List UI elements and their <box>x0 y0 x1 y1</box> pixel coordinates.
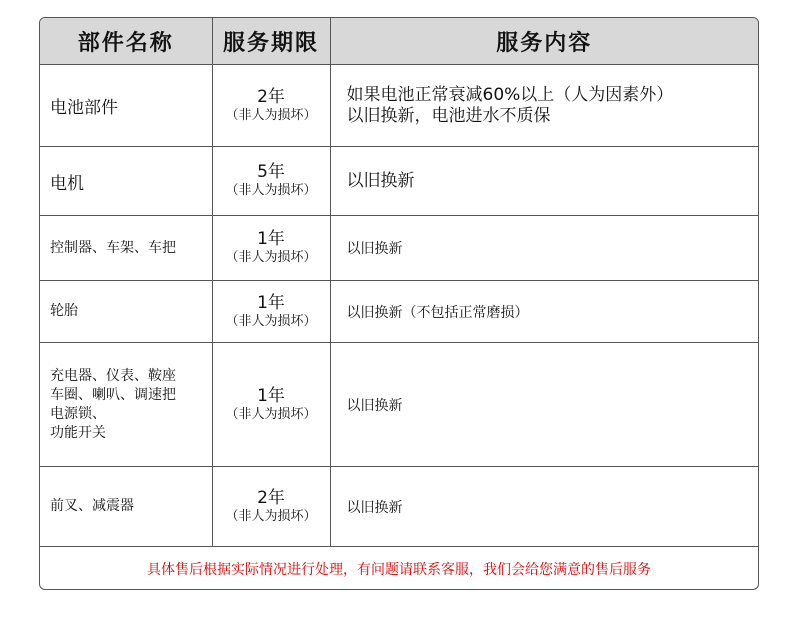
service-table-container <box>39 17 759 590</box>
part-line: 电源锁、 <box>50 405 106 422</box>
period-cell <box>212 343 330 467</box>
period-cell <box>212 281 330 343</box>
content-cell <box>330 147 758 216</box>
part-cell: 控制器、车架、车把 <box>40 216 212 281</box>
period-cell <box>212 467 330 547</box>
content-cell <box>330 216 758 281</box>
table-row <box>40 467 758 547</box>
period-cell <box>212 65 330 147</box>
table-row <box>40 281 758 343</box>
period-note: （非人为损坏） <box>225 508 317 524</box>
content-line: 以旧换新 <box>346 170 415 191</box>
content-line: 以旧换新（不包括正常磨损） <box>346 304 529 321</box>
part-line: 充电器、仪表、鞍座 <box>50 367 176 384</box>
part-cell: 电池部件 <box>40 65 212 147</box>
part-cell: 轮胎 <box>40 281 212 343</box>
period-note: （非人为损坏） <box>225 313 317 329</box>
table-row <box>40 65 758 147</box>
period-cell <box>212 216 330 281</box>
part-cell: 电机 <box>40 147 212 216</box>
content-cell <box>330 65 758 147</box>
period-note: （非人为损坏） <box>225 107 317 123</box>
footer-row <box>40 547 758 591</box>
table-row <box>40 147 758 216</box>
period-cell <box>212 147 330 216</box>
content-line: 以旧换新 <box>346 397 403 414</box>
content-cell <box>330 467 758 547</box>
period-years: 1年 <box>257 292 285 313</box>
header-part-name: 部件名称 <box>40 18 212 65</box>
content-cell <box>330 281 758 343</box>
after-sales-note: 具体售后根据实际情况进行处理，有问题请联系客服，我们会给您满意的售后服务 <box>40 547 758 591</box>
period-years: 5年 <box>257 162 285 182</box>
table-header-row <box>40 18 758 65</box>
part-cell: 前叉、减震器 <box>40 467 212 547</box>
period-note: （非人为损坏） <box>225 406 317 422</box>
header-service-content: 服务内容 <box>330 18 758 65</box>
part-line: 车圈、喇叭、调速把 <box>50 386 176 403</box>
period-note: （非人为损坏） <box>225 250 317 265</box>
period-years: 1年 <box>257 385 285 406</box>
content-line: 如果电池正常衰减60%以上（人为因素外） <box>346 84 674 105</box>
content-line: 以旧换新 <box>346 499 403 516</box>
period-years: 2年 <box>257 487 285 508</box>
part-cell <box>40 343 212 467</box>
period-years: 1年 <box>257 229 285 249</box>
period-years: 2年 <box>257 86 285 107</box>
part-line: 功能开关 <box>50 424 106 441</box>
period-note: （非人为损坏） <box>225 183 317 198</box>
table-row <box>40 343 758 467</box>
table-row <box>40 216 758 281</box>
warranty-service-table <box>40 18 758 590</box>
content-line: 以旧换新 <box>346 241 403 257</box>
content-line: 以旧换新，电池进水不质保 <box>346 105 551 126</box>
content-cell <box>330 343 758 467</box>
header-service-period: 服务期限 <box>212 18 330 65</box>
